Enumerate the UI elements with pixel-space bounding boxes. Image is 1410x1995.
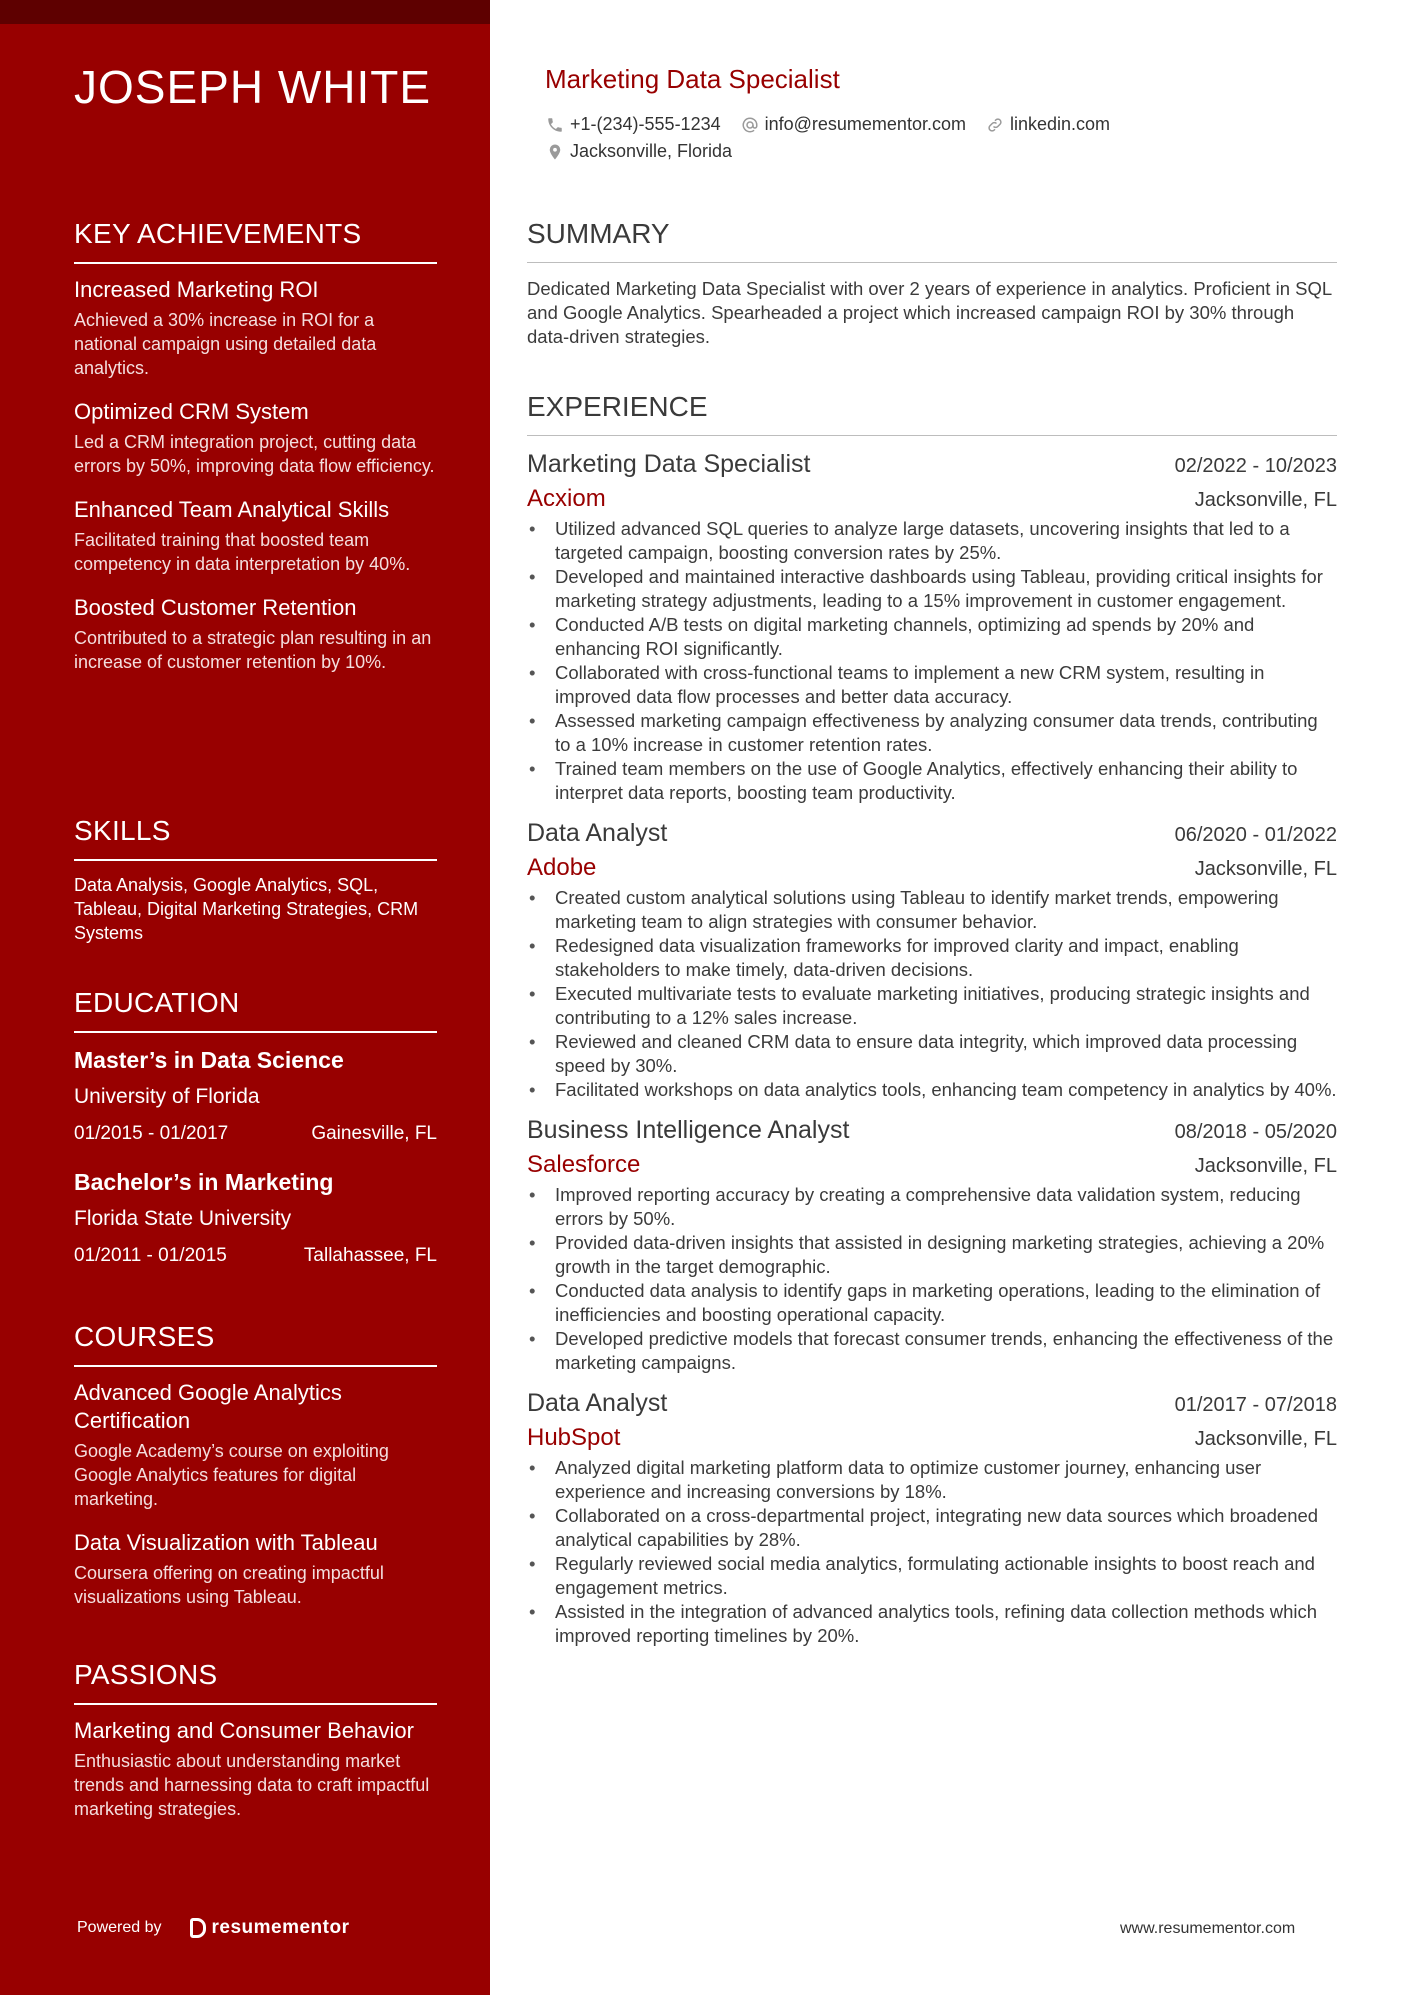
experience-heading: EXPERIENCE: [527, 391, 1337, 436]
course-item: [74, 1379, 437, 1511]
link-icon: [986, 116, 1004, 134]
job-subheader: [527, 854, 1337, 882]
phone-text: +1-(234)-555-1234: [570, 114, 721, 134]
resumementor-logo[interactable]: [190, 1917, 350, 1939]
bullet-item: • Regularly reviewed social media analytics, formulating actionable insights to boost reach and engagement metrics.: [527, 1552, 1337, 1600]
course-title: Data Visualization with Tableau: [74, 1530, 378, 1555]
summary-heading: SUMMARY: [527, 218, 1337, 263]
achievement-desc: Facilitated training that boosted team competency in data interpretation by 40%.: [74, 530, 411, 574]
contact-row-location: [546, 141, 732, 162]
candidate-name: JOSEPH WHITE: [74, 61, 432, 113]
job-bullets: [527, 886, 1337, 1102]
job-subheader: [527, 485, 1337, 513]
sidebar-top-bar: [0, 0, 490, 24]
bullet-item: • Created custom analytical solutions using Tableau to identify market trends, empowering marketing team to align strategies with consumer behavior.: [527, 886, 1337, 934]
powered-by-label: Powered by: [77, 1919, 162, 1936]
education-section: [74, 987, 437, 1289]
job-dates: 06/2020 - 01/2022: [1174, 824, 1337, 846]
course-desc: Google Academy’s course on exploiting Google Analytics features for digital marketing.: [74, 1441, 389, 1509]
location-text: Jacksonville, Florida: [570, 141, 733, 161]
achievement-item: [74, 594, 437, 674]
job-header: [527, 819, 1337, 848]
job-bullets: [527, 1183, 1337, 1375]
bullet-item: • Assessed marketing campaign effectiveness by analyzing consumer data trends, contributing to a 10% increase in customer retention rates.: [527, 709, 1337, 757]
resumementor-brand: resumementor: [211, 1917, 350, 1938]
achievement-desc: Achieved a 30% increase in ROI for a national campaign using detailed data analytics.: [74, 310, 377, 378]
courses-section: [74, 1321, 437, 1627]
job-location: Jacksonville, FL: [1194, 858, 1337, 880]
achievement-item: [74, 398, 437, 478]
education-school: University of Florida: [74, 1085, 260, 1108]
education-degree: Master’s in Data Science: [74, 1047, 344, 1073]
job-entry: [527, 819, 1337, 1102]
job-subheader: [527, 1424, 1337, 1452]
education-item: [74, 1167, 437, 1269]
bullet-item: • Reviewed and cleaned CRM data to ensure data integrity, which improved data processing speed by 30%.: [527, 1030, 1337, 1078]
bullet-item: • Collaborated on a cross-departmental project, integrating new data sources which broadened analytical capabilities by 28%.: [527, 1504, 1337, 1552]
bullet-item: • Developed and maintained interactive dashboards using Tableau, providing critical insights for marketing strategy adjustments, leading to a 15% improvement in customer engagement.: [527, 565, 1337, 613]
job-role: Marketing Data Specialist: [527, 450, 811, 478]
achievement-desc: Contributed to a strategic plan resulting in an increase of customer retention by 10%.: [74, 628, 432, 672]
education-degree: Bachelor’s in Marketing: [74, 1169, 334, 1195]
passion-item: [74, 1717, 437, 1821]
bullet-item: • Collaborated with cross-functional teams to implement a new CRM system, resulting in improved data flow processes and better data accuracy.: [527, 661, 1337, 709]
bullet-item: • Facilitated workshops on data analytics tools, enhancing team competency in analytics by 40%.: [527, 1078, 1337, 1102]
email-text: info@resumementor.com: [764, 114, 966, 134]
achievement-title: Enhanced Team Analytical Skills: [74, 497, 390, 522]
education-location: Tallahassee, FL: [303, 1245, 437, 1266]
linkedin-text: linkedin.com: [1009, 114, 1111, 134]
passions-section: [74, 1659, 437, 1839]
education-meta: [74, 1243, 437, 1269]
job-role: Business Intelligence Analyst: [527, 1116, 850, 1144]
passion-desc: Enthusiastic about understanding market trends and harnessing data to craft impactful marketing strategies.: [74, 1751, 430, 1819]
job-header: [527, 1116, 1337, 1145]
phone-icon: [546, 116, 564, 134]
achievement-title: Increased Marketing ROI: [74, 277, 319, 302]
footer-url[interactable]: www.resumementor.com: [1120, 1920, 1296, 1937]
bullet-item: • Developed predictive models that forecast consumer trends, enhancing the effectiveness of the marketing campaigns.: [527, 1327, 1337, 1375]
education-dates: 01/2011 - 01/2015: [74, 1245, 227, 1266]
bullet-item: • Utilized advanced SQL queries to analyze large datasets, uncovering insights that led to a targeted campaign, boosting conversion rates by 25%.: [527, 517, 1337, 565]
job-dates: 08/2018 - 05/2020: [1174, 1121, 1337, 1143]
courses-heading: COURSES: [74, 1321, 437, 1367]
passion-title: Marketing and Consumer Behavior: [74, 1718, 414, 1743]
bullet-item: • Conducted A/B tests on digital marketing channels, optimizing ad spends by 20% and enhancing ROI significantly.: [527, 613, 1337, 661]
course-item: [74, 1529, 437, 1609]
job-title: Marketing Data Specialist: [545, 64, 840, 94]
job-bullets: [527, 1456, 1337, 1648]
job-company: Adobe: [527, 854, 597, 881]
achievement-item: [74, 276, 437, 380]
summary-section: [527, 218, 1337, 349]
contact-location: [546, 141, 732, 162]
job-role: Data Analyst: [527, 1389, 668, 1417]
contact-row: [546, 114, 1110, 135]
summary-text: Dedicated Marketing Data Specialist with over 2 years of experience in analytics. Proficient in SQL and Google Analytics. Spearheaded a project which increased campaign ROI by 30% through data-driven strategies.: [527, 278, 1332, 347]
skills-heading: SKILLS: [74, 815, 437, 861]
bullet-item: • Provided data-driven insights that assisted in designing marketing strategies, achieving a 20% growth in the target demographic.: [527, 1231, 1337, 1279]
location-pin-icon: [546, 143, 564, 161]
education-item: [74, 1045, 437, 1147]
job-entry: [527, 450, 1337, 805]
achievement-title: Optimized CRM System: [74, 399, 309, 424]
job-company: Acxiom: [527, 485, 606, 512]
bullet-item: • Redesigned data visualization frameworks for improved clarity and impact, enabling stakeholders to make timely, data-driven decisions.: [527, 934, 1337, 982]
education-dates: 01/2015 - 01/2017: [74, 1123, 229, 1144]
bullet-item: • Improved reporting accuracy by creating a comprehensive data validation system, reducing errors by 50%.: [527, 1183, 1337, 1231]
experience-section: [527, 391, 1337, 1662]
job-header: [527, 1389, 1337, 1418]
job-dates: 02/2022 - 10/2023: [1174, 455, 1337, 477]
achievement-desc: Led a CRM integration project, cutting data errors by 50%, improving data flow efficiency.: [74, 432, 435, 476]
job-location: Jacksonville, FL: [1194, 1155, 1337, 1177]
achievements-section: [74, 218, 437, 692]
sidebar: [0, 0, 490, 1995]
job-bullets: [527, 517, 1337, 805]
job-header: [527, 450, 1337, 479]
bullet-item: • Trained team members on the use of Google Analytics, effectively enhancing their ability to interpret data reports, boosting team productivity.: [527, 757, 1337, 805]
achievement-item: [74, 496, 437, 576]
bullet-item: • Assisted in the integration of advanced analytics tools, refining data collection methods which improved reporting timelines by 20%.: [527, 1600, 1337, 1648]
skills-list: Data Analysis, Google Analytics, SQL, Tableau, Digital Marketing Strategies, CRM Systems: [74, 875, 419, 943]
job-dates: 01/2017 - 07/2018: [1174, 1394, 1337, 1416]
skills-section: [74, 815, 437, 945]
contact-email[interactable]: [741, 114, 966, 135]
contact-linkedin[interactable]: [986, 114, 1110, 135]
job-location: Jacksonville, FL: [1194, 489, 1337, 511]
resumementor-logo-icon: [190, 1918, 206, 1938]
job-entry: [527, 1116, 1337, 1375]
bullet-item: • Executed multivariate tests to evaluate marketing initiatives, producing strategic insights and contributing to a 12% sales increase.: [527, 982, 1337, 1030]
education-school: Florida State University: [74, 1207, 292, 1230]
at-icon: [741, 116, 759, 134]
job-entry: [527, 1389, 1337, 1648]
achievement-title: Boosted Customer Retention: [74, 595, 357, 620]
bullet-item: • Analyzed digital marketing platform data to optimize customer journey, enhancing user experience and increasing conversions by 18%.: [527, 1456, 1337, 1504]
job-role: Data Analyst: [527, 819, 668, 847]
education-heading: EDUCATION: [74, 987, 437, 1033]
education-location: Gainesville, FL: [311, 1123, 437, 1144]
course-desc: Coursera offering on creating impactful visualizations using Tableau.: [74, 1563, 384, 1607]
job-company: Salesforce: [527, 1151, 641, 1178]
job-location: Jacksonville, FL: [1194, 1428, 1337, 1450]
course-title: Advanced Google Analytics Certification: [74, 1380, 342, 1433]
job-subheader: [527, 1151, 1337, 1179]
achievements-heading: KEY ACHIEVEMENTS: [74, 218, 437, 264]
education-meta: [74, 1121, 437, 1147]
job-company: HubSpot: [527, 1424, 621, 1451]
bullet-item: • Conducted data analysis to identify gaps in marketing operations, leading to the elimination of inefficiencies and boosting operational capacity.: [527, 1279, 1337, 1327]
passions-heading: PASSIONS: [74, 1659, 437, 1705]
powered-by: [77, 1917, 350, 1939]
contact-phone[interactable]: [546, 114, 721, 135]
